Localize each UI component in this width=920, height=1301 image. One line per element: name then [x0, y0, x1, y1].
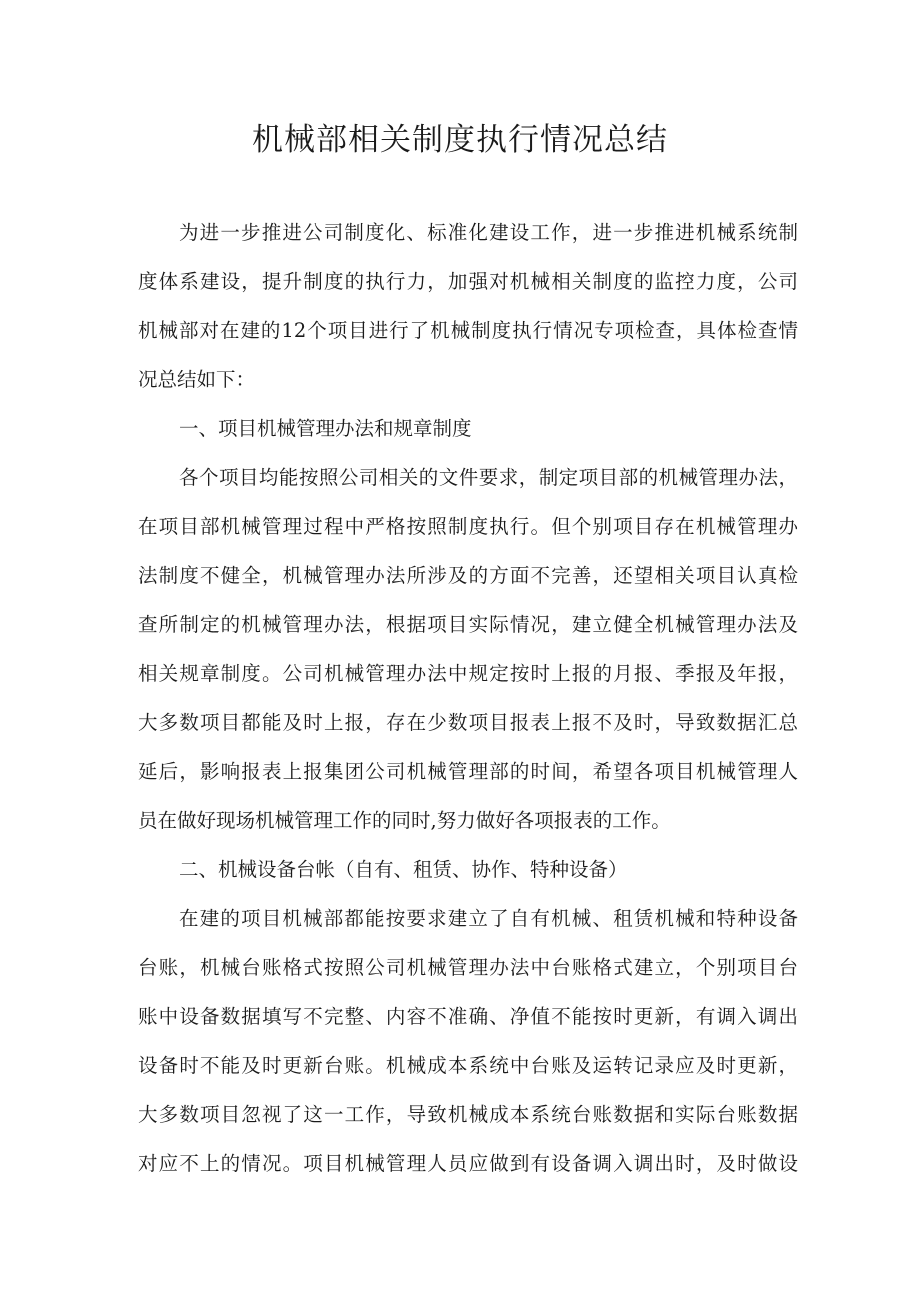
- paragraph-line: 台账，机械台账格式按照公司机械管理办法中台账格式建立，个别项目台: [138, 956, 798, 979]
- paragraph-line: 法制度不健全，机械管理办法所涉及的方面不完善，还望相关项目认真检: [138, 564, 798, 587]
- section-heading: 一、项目机械管理办法和规章制度: [179, 417, 472, 440]
- section-heading: 二、机械设备台帐（自有、租赁、协作、特种设备）: [179, 858, 628, 881]
- paragraph-line: 机械部对在建的12个项目进行了机械制度执行情况专项检查，具体检查情: [138, 319, 798, 342]
- paragraph-line: 相关规章制度。公司机械管理办法中规定按时上报的月报、季报及年报，: [138, 662, 798, 685]
- paragraph-line: 在建的项目机械部都能按要求建立了自有机械、租赁机械和特种设备: [179, 907, 798, 930]
- paragraph-line: 员在做好现场机械管理工作的同时,努力做好各项报表的工作。: [138, 809, 671, 832]
- paragraph-line: 延后，影响报表上报集团公司机械管理部的时间，希望各项目机械管理人: [138, 760, 798, 783]
- paragraph-line: 为进一步推进公司制度化、标准化建设工作，进一步推进机械系统制: [179, 221, 798, 244]
- paragraph-line: 在项目部机械管理过程中严格按照制度执行。但个别项目存在机械管理办: [138, 515, 798, 538]
- paragraph-line: 大多数项目都能及时上报，存在少数项目报表上报不及时，导致数据汇总: [138, 711, 798, 734]
- paragraph-line: 各个项目均能按照公司相关的文件要求，制定项目部的机械管理办法，: [179, 466, 798, 489]
- paragraph-line: 查所制定的机械管理办法，根据项目实际情况，建立健全机械管理办法及: [138, 613, 798, 636]
- paragraph-line: 况总结如下：: [138, 368, 256, 391]
- document-body: [138, 214, 798, 1194]
- paragraph-line: 度体系建设，提升制度的执行力，加强对机械相关制度的监控力度，公司: [138, 270, 798, 293]
- paragraph-line: 设备时不能及时更新台账。机械成本系统中台账及运转记录应及时更新，: [138, 1054, 798, 1077]
- paragraph-line: 大多数项目忽视了这一工作，导致机械成本系统台账数据和实际台账数据: [138, 1103, 798, 1126]
- paragraph-line: 对应不上的情况。项目机械管理人员应做到有设备调入调出时，及时做设: [138, 1152, 798, 1175]
- paragraph-line: 账中设备数据填写不完整、内容不准确、净值不能按时更新，有调入调出: [138, 1005, 798, 1028]
- page-title: 机械部相关制度执行情况总结: [252, 122, 668, 158]
